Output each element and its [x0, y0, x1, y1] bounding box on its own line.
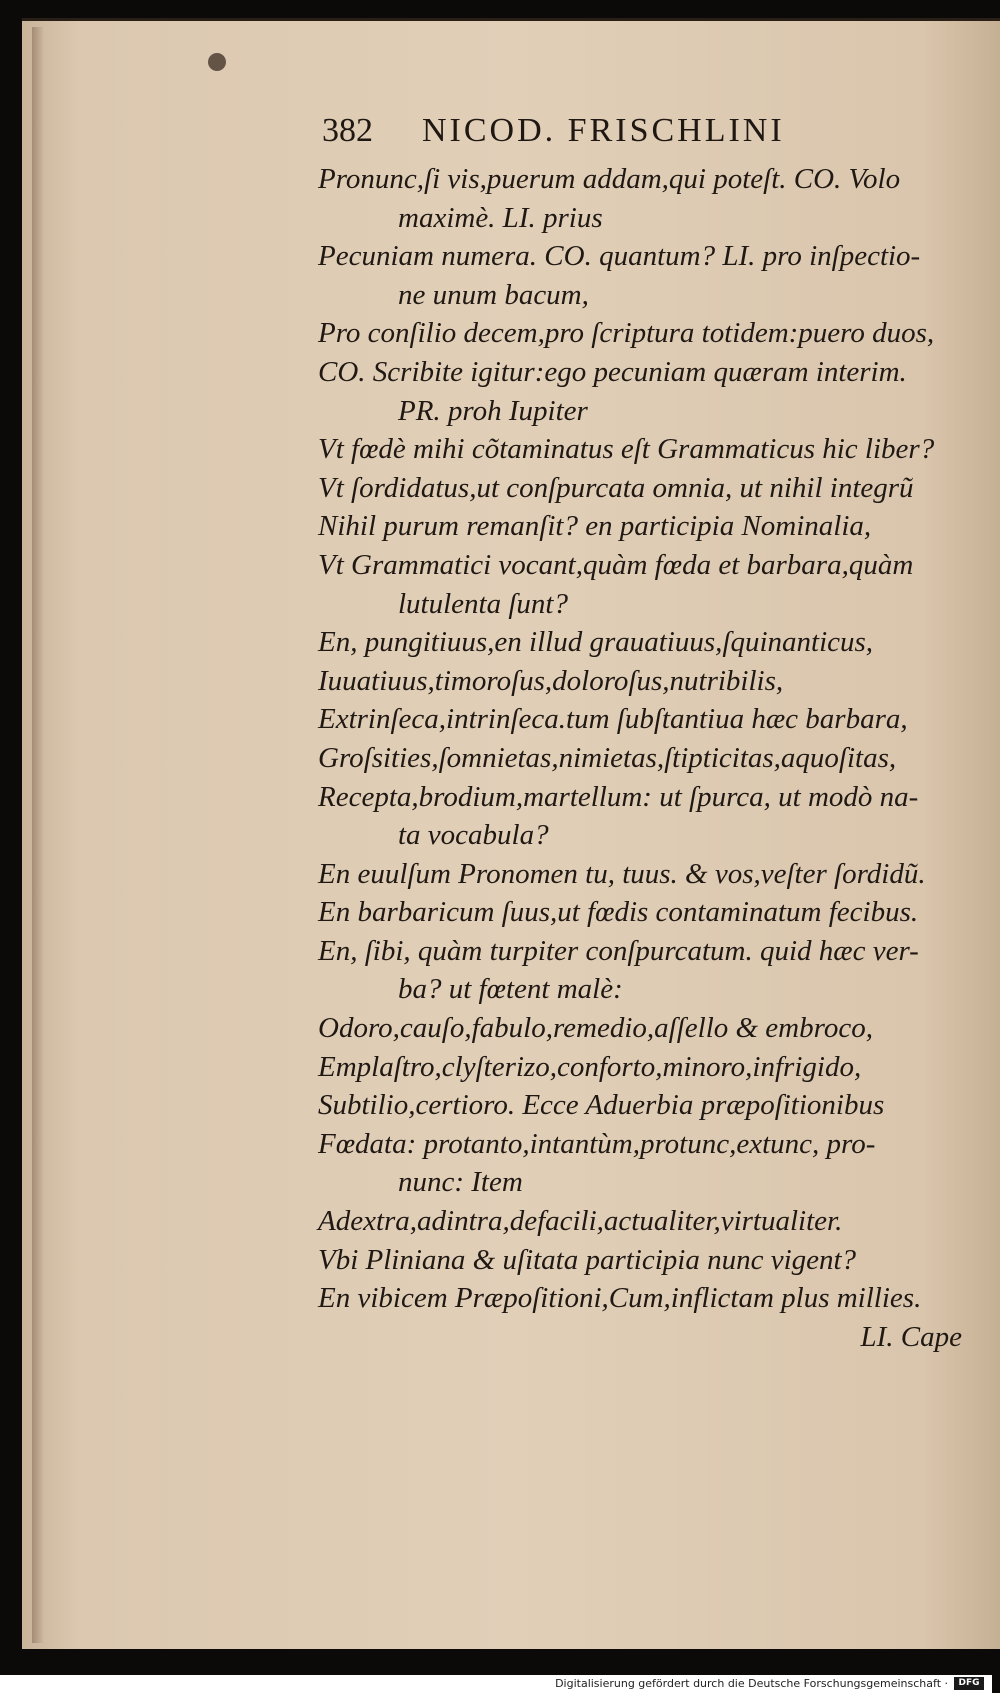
- catchword: LI. Cape: [860, 1320, 962, 1353]
- text-line: ba? ut fœtent malè:: [398, 973, 623, 1006]
- text-line: PR. proh Iupiter: [398, 394, 588, 427]
- text-line: Iuuatiuus,timoroſus,doloroſus,nutribilis,: [318, 664, 784, 697]
- text-line: Pro conſilio decem,pro ſcriptura totidem:puero duos,: [318, 317, 935, 350]
- ink-stain: [208, 53, 226, 71]
- text-line: En, pungitiuus,en illud grauatiuus,ſquinanticus,: [318, 626, 874, 659]
- text-line: En, ſibi, quàm turpiter conſpurcatum. quid hæc ver-: [318, 934, 919, 967]
- body-text: [318, 160, 968, 1356]
- dfg-logo: DFG: [954, 1677, 984, 1690]
- text-line: En vibicem Præpoſitioni,Cum,inflictam plus millies.: [318, 1282, 922, 1315]
- text-line: CO. Scribite igitur:ego pecuniam quæram interim.: [318, 355, 907, 388]
- text-line: Pronunc,ſi vis,puerum addam,qui poteſt. CO. Volo: [318, 163, 901, 195]
- text-line: Extrinſeca,intrinſeca.tum ſubſtantiua hæc barbara,: [318, 703, 908, 736]
- text-line: Odoro,cauſo,fabulo,remedio,aſſello & embroco,: [318, 1012, 873, 1045]
- digitization-credit: Digitalisierung gefördert durch die Deutsche Forschungsgemeinschaft ·: [555, 1677, 948, 1690]
- page-gutter-shadow: [32, 27, 44, 1643]
- text-line: Subtilio,certioro. Ecce Aduerbia præpoſitionibus: [318, 1089, 885, 1122]
- text-line: Nihil purum remanſit? en participia Nominalia,: [318, 510, 872, 543]
- text-line: En barbaricum ſuus,ut fœdis contaminatum fecibus.: [318, 896, 919, 929]
- text-line: Emplaſtro,clyſterizo,conforto,minoro,infrigido,: [318, 1050, 862, 1083]
- text-line: maximè. LI. prius: [398, 201, 603, 234]
- text-line: Vt fœdè mihi cõtaminatus eſt Grammaticus hic liber?: [318, 433, 935, 466]
- footer-bar: [0, 1675, 992, 1693]
- page-number: 382: [322, 112, 373, 149]
- text-line: Vbi Pliniana & uſitata participia nunc vigent?: [318, 1243, 857, 1276]
- text-line: Vt ſordidatus,ut conſpurcata omnia, ut nihil integrũ: [318, 471, 914, 504]
- text-line: ne unum bacum,: [398, 278, 589, 311]
- text-line: lutulenta ſunt?: [398, 587, 568, 620]
- running-head: NICOD. FRISCHLINI: [422, 112, 785, 149]
- text-line: En euulſum Pronomen tu, tuus. & vos,veſter ſordidũ.: [318, 857, 926, 890]
- text-line: Vt Grammatici vocant,quàm fœda et barbara,quàm: [318, 548, 914, 581]
- text-line: nunc: Item: [398, 1166, 523, 1199]
- text-line: ta vocabula?: [398, 819, 549, 852]
- text-line: Recepta,brodium,martellum: ut ſpurca, ut modò na-: [318, 780, 919, 813]
- text-line: Adextra,adintra,defacili,actualiter,virtualiter.: [318, 1205, 843, 1238]
- page-header: [322, 112, 842, 156]
- text-line: Groſsities,ſomnietas,nimietas,ſtipticitas,aquoſitas,: [318, 741, 897, 774]
- text-line: Fœdata: protanto,intantùm,protunc,extunc, pro-: [318, 1127, 876, 1160]
- text-line: Pecuniam numera. CO. quantum? LI. pro inſpectio-: [318, 240, 921, 273]
